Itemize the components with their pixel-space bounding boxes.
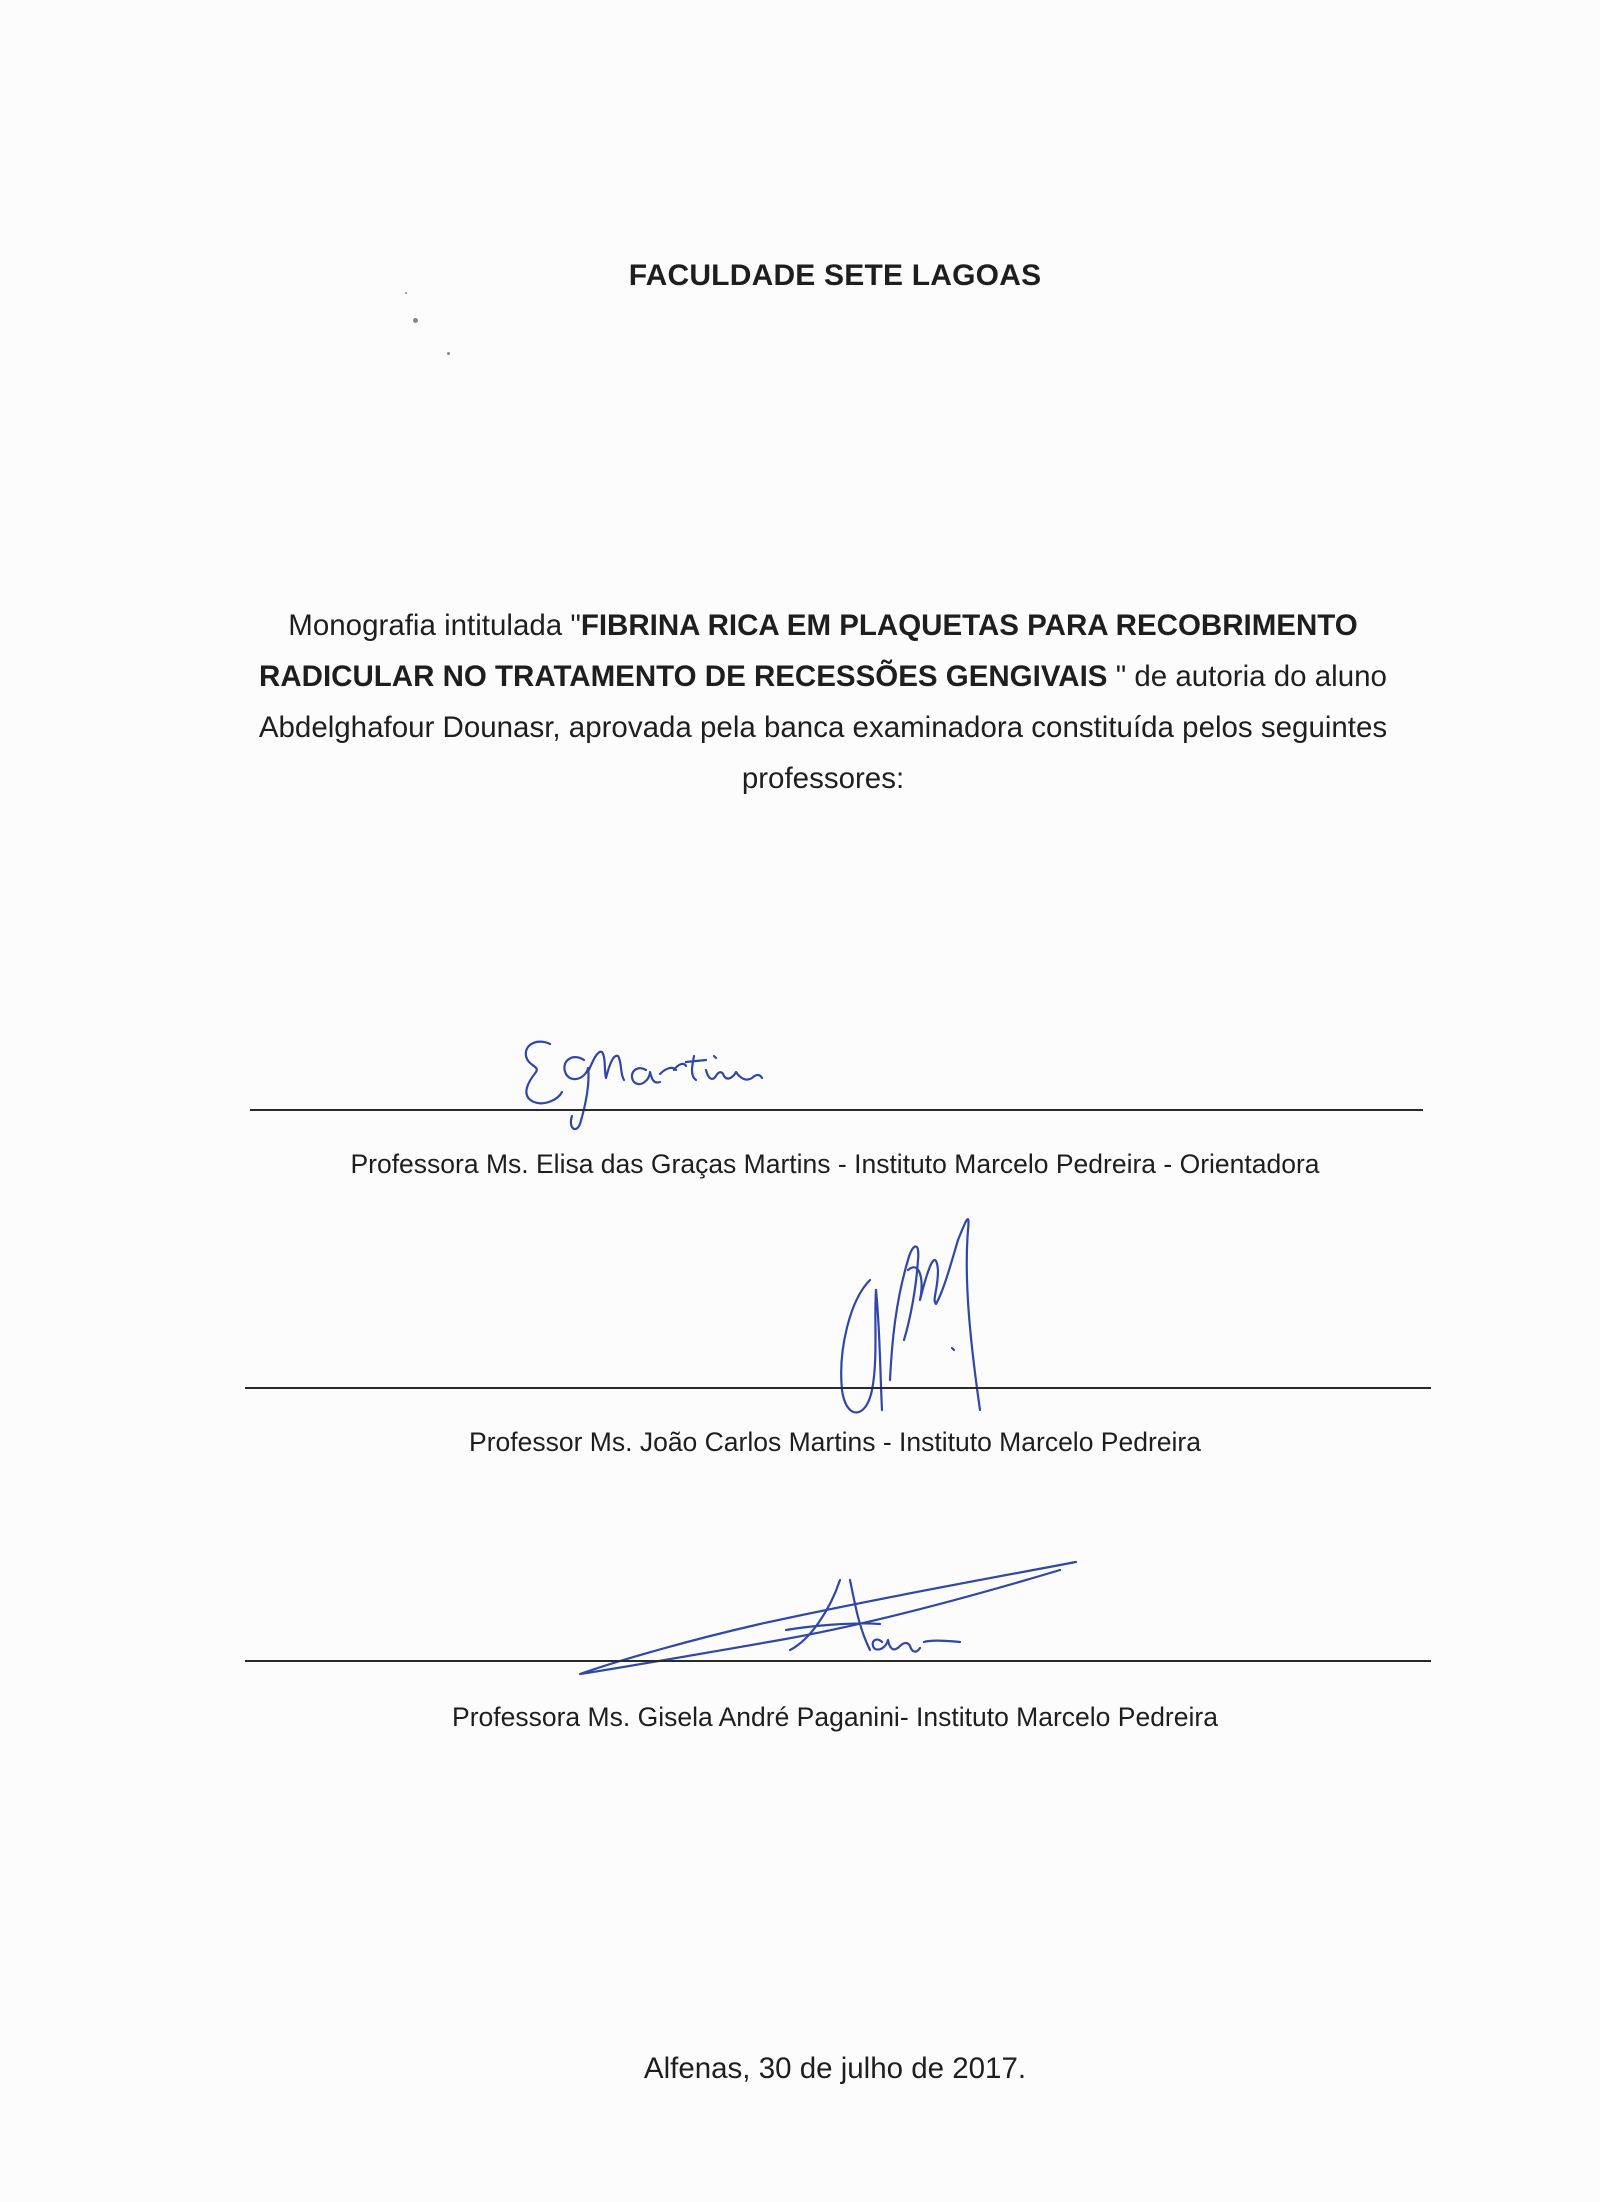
scan-speck <box>413 318 418 323</box>
place-and-date: Alfenas, 30 de julho de 2017. <box>643 2052 1027 2085</box>
committee-member-1: Professora Ms. Elisa das Graças Martins - Instituto Marcelo Pedreira - Orientadora <box>350 1149 1320 1179</box>
institution-name: FACULDADE SETE LAGOAS <box>628 259 1042 292</box>
signature-martins <box>510 1030 830 1140</box>
scan-speck <box>447 352 450 355</box>
signature-line-3 <box>245 1660 1431 1662</box>
thesis-title: FIBRINA RICA EM PLAQUETAS PARA RECOBRIMENTO RADICULAR NO TRATAMENTO DE RECESSÕES GENGIVAIS <box>259 609 1358 693</box>
signature-joao <box>820 1200 1040 1440</box>
committee-member-3: Professora Ms. Gisela André Paganini- Instituto Marcelo Pedreira <box>452 1702 1218 1732</box>
signature-line-1 <box>250 1109 1423 1111</box>
signature-line-2 <box>245 1387 1431 1389</box>
committee-member-2: Professor Ms. João Carlos Martins - Instituto Marcelo Pedreira <box>469 1427 1201 1457</box>
approval-statement <box>238 600 1408 804</box>
statement-intro: Monografia intitulada " <box>288 609 581 642</box>
statement-rest: " de autoria do aluno Abdelghafour Dounasr, aprovada pela banca examinadora constituída pelos seguintes professores: <box>258 660 1388 795</box>
